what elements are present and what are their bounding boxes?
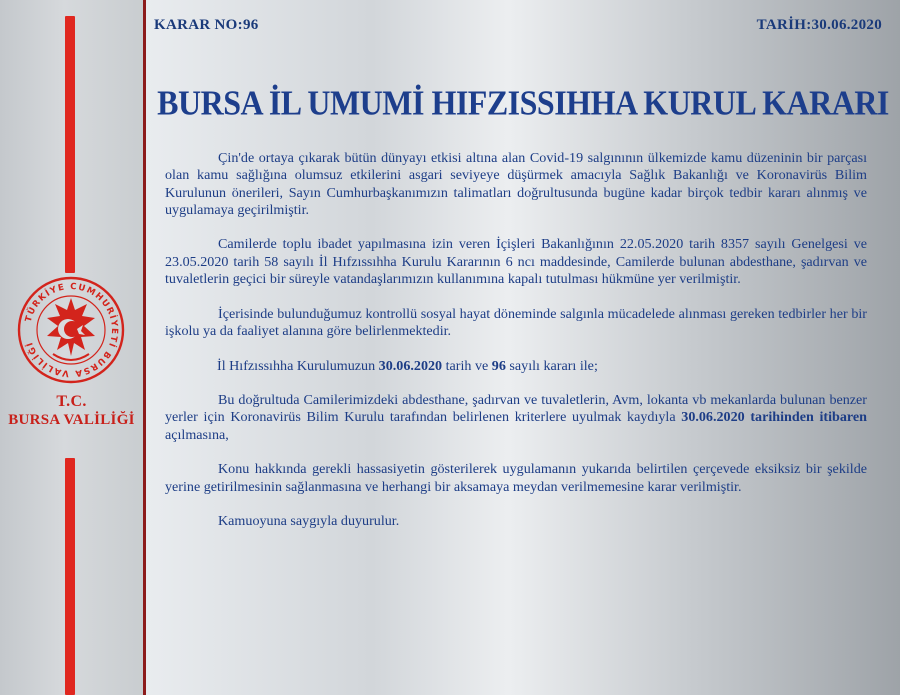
decision-date: TARİH:30.06.2020: [756, 17, 882, 33]
org-name-tc: T.C.: [56, 393, 87, 410]
paragraph-4: [165, 358, 867, 375]
paragraph-4-text-e: sayılı kararı ile;: [505, 357, 598, 374]
paragraph-4-text-c: tarih ve: [442, 357, 492, 374]
paragraph-6: Konu hakkında gerekli hassasiyetin gösterilerek uygulamanın yukarıda belirtilen çerçevede eksiksiz bir şekilde yerine getirilmesinin sağlanmasına ve herhangi bir aksamaya meydan verilmemesine karar verilmiştir.: [165, 461, 867, 495]
sidebar: [0, 0, 143, 695]
paragraph-5-effective-date: 30.06.2020 tarihinden itibaren: [681, 409, 867, 426]
svg-text:TÜRKİYE CUMHURİYETİ BURSA VALİ: TÜRKİYE CUMHURİYETİ BURSA VALİLİĞİ: [23, 281, 120, 379]
org-name-bursa-valiligi: BURSA VALİLİĞİ: [8, 412, 135, 428]
document-title: BURSA İL UMUMİ HIFZISSIHHA KURUL KARARI: [157, 83, 889, 122]
paragraph-5-text-c: açılmasına,: [165, 426, 229, 443]
paragraph-5: [165, 392, 867, 444]
red-accent-bar-bottom: [65, 458, 75, 695]
paragraph-2: Camilerde toplu ibadet yapılmasına izin veren İçişleri Bakanlığının 22.05.2020 tarih 8357 sayılı Genelgesi ve 23.05.2020 tarih 58 sayılı İl Hıfzıssıhha Kurulu Kararının 6 ncı maddesinde, Camilerde bulunan abdesthane, şadırvan ve tuvaletlerin geçici bir süreyle vatandaşlarımızın kullanımına kapalı tutulması hükmüne yer verilmiştir.: [165, 236, 867, 288]
paragraph-5-text-a: Bu doğrultuda Camilerimizdeki abdesthane, şadırvan ve tuvaletlerin, Avm, lokanta vb mekanlarda bulunan benzer yerler için Koronavirüs Bilim Kurulu tarafından belirlenen kriterlere uyulmak kaydıyla: [165, 392, 867, 426]
document-body: [165, 150, 867, 548]
paragraph-3: İçerisinde bulunduğumuz kontrollü sosyal hayat döneminde salgınla mücadelede alınması gereken tedbirler her bir işkolu ya da faaliyet alanına göre belirlenmektedir.: [165, 305, 867, 339]
paragraph-1: Çin'de ortaya çıkarak bütün dünyayı etkisi altına alan Covid-19 salgınının ülkemizde kamu düzeninin bir parçası olan kamu sağlığına olumsuz etkilerini asgari seviyeye düşürmek amacıyla Sağlık Bakanlığı ve Koronavirüs Bilim Kurulunun önerileri, Sayın Cumhurbaşkanımızın talimatları doğrultusunda bugüne kadar birçok tedbir kararı alınmış ve uygulamaya geçirilmiştir.: [165, 150, 867, 218]
paragraph-7: Kamuoyuna saygıyla duyurulur.: [218, 513, 400, 530]
paragraph-4-date: 30.06.2020: [378, 357, 443, 374]
red-accent-bar-top: [65, 16, 75, 273]
paragraph-4-text-a: İl Hıfzıssıhha Kurulumuzun: [217, 357, 379, 374]
governorship-seal-icon: [17, 276, 125, 384]
decision-number: KARAR NO:96: [154, 17, 259, 33]
paragraph-4-number: 96: [491, 357, 506, 374]
